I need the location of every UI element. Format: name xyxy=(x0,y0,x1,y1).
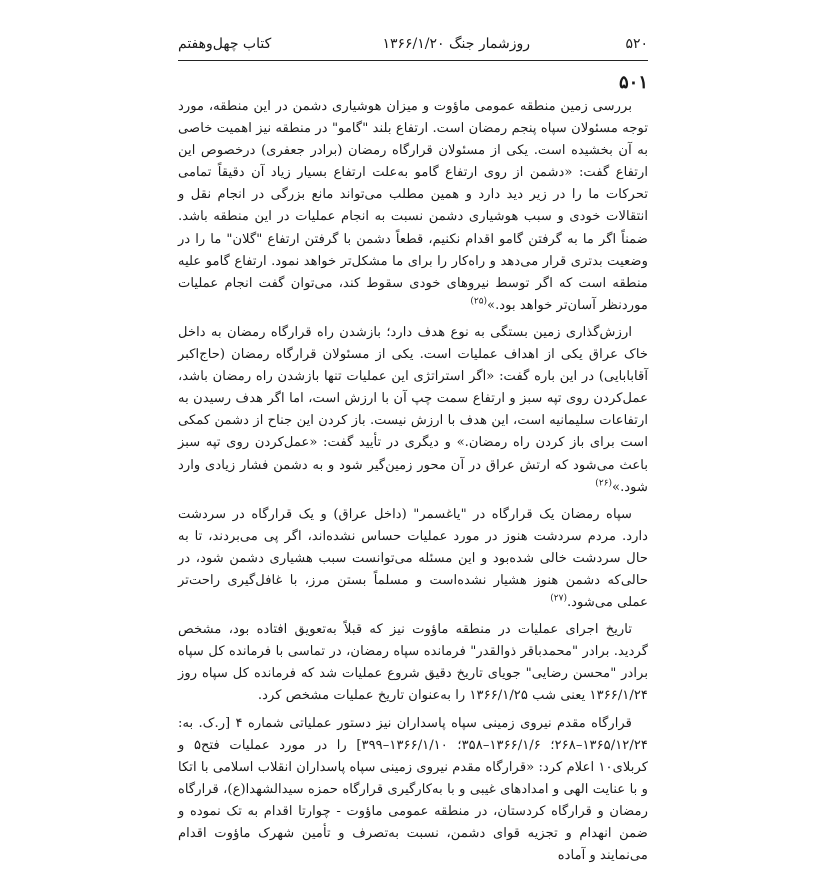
running-title: روزشمار جنگ ۱۳۶۶/۱/۲۰ xyxy=(382,36,530,52)
body-text xyxy=(178,96,648,872)
section-number: ۵۰۱ xyxy=(618,72,648,93)
paragraph xyxy=(178,322,648,499)
paragraph-text: تاریخ اجرای عملیات در منطقه ماؤوت نیز که قبلاً به‌تعویق افتاده بود، مشخص گردید. برادر "محمدباقر ذوالقدر" فرمانده سپاه رمضان، در تماسی با فرمانده کل سپاه برادر "محسن رضایی" جویای تاریخ دقیق شروع عملیات شد که فرمانده کل سپاه روز ۱۳۶۶/۱/۲۴ یعنی شب ۱۳۶۶/۱/۲۵ را به‌عنوان تاریخ عملیات مشخص کرد. xyxy=(178,622,648,704)
footnote-marker: (۲۶) xyxy=(595,478,612,489)
paragraph-text: ارزش‌گذاری زمین بستگی به نوع هدف دارد؛ بازشدن راه قرارگاه رمضان به داخل خاک عراق یکی از اهداف عملیات است. یکی از مسئولان قرارگاه رمضان (حاج‌اکبر آقابابایی) در این باره گفت: «اگر استراتژی این عملیات تنها بازشدن راه رمضان باشد، عمل‌کردن روی تپه سبز و ارتفاع سمت چپ آن با ارزش است، اما اگر هدف رسیدن به ارتفاعات سلیمانیه است، این هدف با ارزش نیست. باز کردن این جناح از دشمن کمکی است برای باز کردن راه رمضان.» و دیگری در تأیید گفت: «عمل‌کردن روی تپه سبز باعث می‌شود که ارتش عراق در آن محور زمین‌گیر شود و به دشمن فشار زیادی وارد شود.» xyxy=(178,324,648,495)
paragraph xyxy=(178,713,648,868)
footnote-marker: (۲۷) xyxy=(550,593,567,604)
paragraph xyxy=(178,619,648,707)
paragraph xyxy=(178,504,648,614)
paragraph-text: بررسی زمین منطقه عمومی ماؤوت و میزان هوشیاری دشمن در این منطقه، مورد توجه مسئولان سپاه پنجم رمضان است. ارتفاع بلند "گامو" در منطقه نیز اهمیت خاصی به آن بخشیده است. یکی از مسئولان قرارگاه رمضان (برادر جعفری) درخصوص این ارتفاع گفت: «دشمن از روی ارتفاع گامو به‌علت ارتفاع بسیار زیاد آن دقیقاً تمامی تحرکات ما را در زیر دید دارد و همین مطلب می‌تواند مانع بزرگی در انجام نقل و انتقالات خودی و سبب هوشیاری دشمن نسبت به انجام عملیات در این منطقه باشد. ضمناً اگر ما به گرفتن گامو اقدام نکنیم، قطعاً دشمن با گرفتن ارتفاع "گلان" ما را در وضعیت بدتری قرار می‌دهد و راه‌کار را برای ما مشکل‌تر خواهد نمود. ارتفاع گامو علیه منطقه است که اگر توسط نیروهای خودی سقوط کند، می‌توان گفت انجام عملیات موردنظر آسان‌تر خواهد بود.» xyxy=(178,99,648,313)
paragraph-text: قرارگاه مقدم نیروی زمینی سپاه پاسداران نیز دستور عملیاتی شماره ۴ [ر.ک. به: ۱۳۶۵/۱۲/۲۴–۲۶۸؛ ۱۳۶۶/۱/۶–۳۵۸؛ ۱۳۶۶/۱/۱۰–۳۹۹] را در مورد عملیات فتح۵ و کربلای۱۰ اعلام کرد: «قرارگاه مقدم نیروی زمینی سپاه پاسداران انقلاب اسلامی با اتکا و با عنایت الهی و امدادهای غیبی و با به‌کارگیری قرارگاه حمزه سیدالشهدا(ع)، قرارگاه رمضان و قرارگاه کردستان، در منطقه عمومی ماؤوت - چوارتا اقدام به تک نموده و ضمن انهدام و تجزیه قوای دشمن، نسبت به‌تصرف و تأمین شهرک ماؤوت اقدام می‌نمایند و آماده xyxy=(178,715,648,864)
book-title: کتاب چهل‌وهفتم xyxy=(178,36,272,52)
footnote-marker: (۲۵) xyxy=(470,296,488,307)
paragraph-text: سپاه رمضان یک قرارگاه در "یاغسمر" (داخل عراق) و یک قرارگاه در سردشت دارد. مردم سردشت هنوز در مورد عملیات حساس نشده‌اند، اگر پی می‌بردند، تا به حال سردشت خالی شده‌بود و این مسئله می‌توانست سبب هشیاری دشمن شود، در حالی‌که دشمن هنوز هشیار نشده‌است و مسلماً بستن مرز، با غافل‌گیری راحت‌تر عملی می‌شود. xyxy=(178,506,648,611)
page-number: ۵۲۰ xyxy=(625,36,648,52)
page-header xyxy=(178,36,648,61)
paragraph xyxy=(178,96,648,317)
